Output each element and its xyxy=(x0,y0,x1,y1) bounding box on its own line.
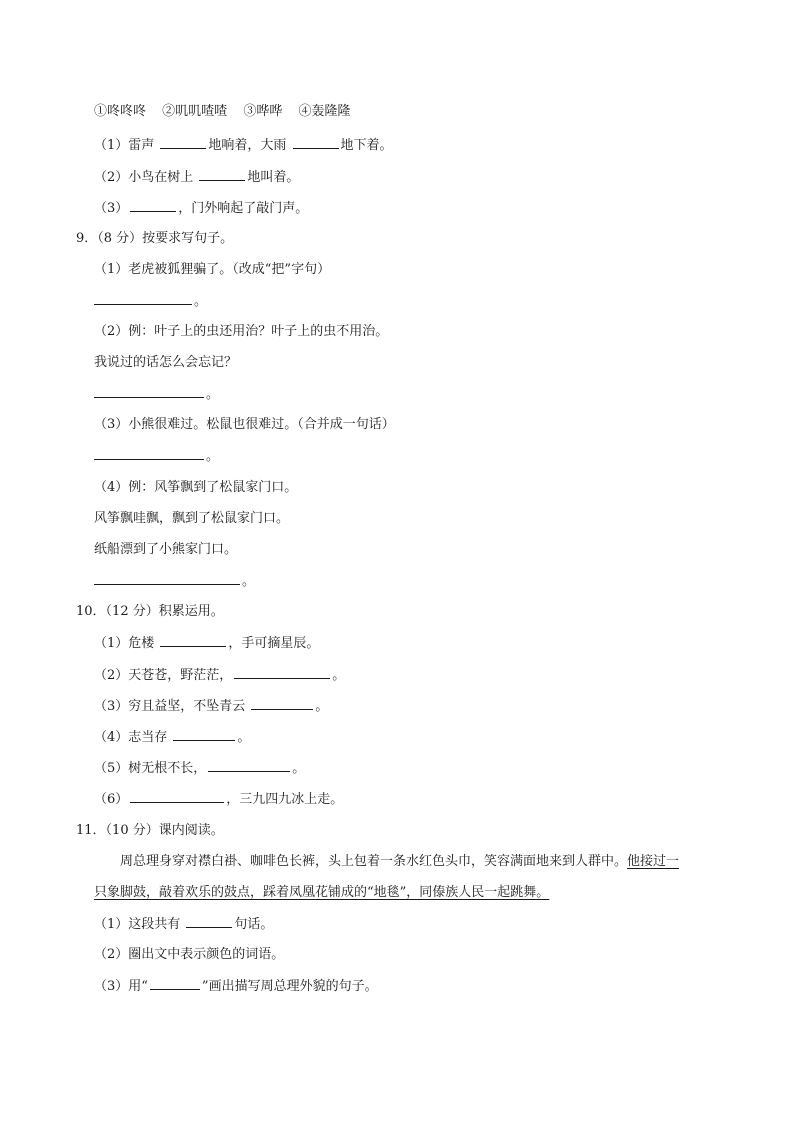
q10-item-4 xyxy=(94,728,250,747)
option-2: ②叽叽喳喳 xyxy=(162,104,228,119)
q10-item-5 xyxy=(94,759,305,778)
q8-sentence-2 xyxy=(94,168,299,187)
q10-s2-text-a: （2）天苍苍，野茫茫， xyxy=(94,668,233,683)
q11-s3-text-b: ”画出描写周总理外貌的句子。 xyxy=(201,979,378,994)
q9-item-4-question: 纸船漂到了小熊家门口。 xyxy=(94,542,238,557)
answer-blank[interactable] xyxy=(94,292,192,305)
q8-s1-text-b: 地响着，大雨 xyxy=(208,138,291,153)
q10-s6-text-b: ，三九四九冰上走。 xyxy=(226,792,344,807)
q8-s3-text-b: ，门外响起了敲门声。 xyxy=(178,201,309,216)
period: 。 xyxy=(206,387,220,402)
q9-answer-line-3 xyxy=(94,447,219,466)
q11-passage-line-2 xyxy=(94,884,549,902)
answer-blank[interactable] xyxy=(94,447,204,460)
answer-blank[interactable] xyxy=(173,728,235,741)
q9-answer-line-4 xyxy=(94,572,255,591)
answer-blank[interactable] xyxy=(94,572,240,585)
q9-item-2: （2）例：叶子上的虫还用治？叶子上的虫不用治。 xyxy=(94,324,389,339)
q11-heading: 11．（10 分）课内阅读。 xyxy=(76,823,224,838)
q11-item-3 xyxy=(94,977,378,996)
q10-item-2 xyxy=(94,666,345,685)
q11-s3-text-a: （3）用“ xyxy=(94,979,148,994)
option-3: ③哗哗 xyxy=(243,104,283,119)
answer-blank[interactable] xyxy=(293,136,339,149)
passage-underlined-text: 只象脚鼓，敲着欢乐的鼓点，踩着凤凰花铺成的“地毯”，同傣族人民一起跳舞。 xyxy=(94,885,550,900)
q10-item-3 xyxy=(94,697,328,716)
q10-s3-text-b: 。 xyxy=(315,699,329,714)
q11-s1-text-b: 句话。 xyxy=(234,917,274,932)
q10-s4-text-a: （4）志当存 xyxy=(94,730,172,745)
option-4: ④轰隆隆 xyxy=(298,104,351,119)
q8-s2-text-a: （2）小鸟在树上 xyxy=(94,170,198,185)
q9-item-3: （3）小熊很难过。松鼠也很难过。（合并成一句话） xyxy=(94,417,395,432)
answer-blank[interactable] xyxy=(208,759,290,772)
q10-s1-text-b: ，手可摘星辰。 xyxy=(228,636,320,651)
q11-item-1 xyxy=(94,915,273,934)
answer-blank[interactable] xyxy=(160,136,206,149)
q9-item-4-example: 风筝飘哇飘，飘到了松鼠家门口。 xyxy=(94,511,290,526)
q10-item-1 xyxy=(94,634,319,653)
q8-s1-text-a: （1）雷声 xyxy=(94,138,159,153)
q11-item-2: （2）圈出文中表示颜色的词语。 xyxy=(94,947,285,962)
q10-s2-text-b: 。 xyxy=(332,668,346,683)
q8-s1-text-c: 地下着。 xyxy=(340,138,393,153)
q9-answer-line-2 xyxy=(94,385,219,404)
answer-blank[interactable] xyxy=(186,915,232,928)
q9-item-1: （1）老虎被狐狸骗了。（改成“把”字句） xyxy=(94,262,331,277)
option-1: ①咚咚咚 xyxy=(94,104,147,119)
answer-blank[interactable] xyxy=(160,634,226,647)
passage-underlined-text: 他接过一 xyxy=(627,854,680,869)
answer-blank[interactable] xyxy=(130,199,176,212)
q10-item-6 xyxy=(94,790,343,809)
q8-sentence-1 xyxy=(94,136,393,155)
options-row xyxy=(94,103,362,121)
period: 。 xyxy=(194,294,208,309)
answer-blank[interactable] xyxy=(251,697,313,710)
answer-blank[interactable] xyxy=(234,666,330,679)
period: 。 xyxy=(206,449,220,464)
q9-answer-line-1 xyxy=(94,292,207,311)
period: 。 xyxy=(242,574,256,589)
q10-s6-text-a: （6） xyxy=(94,792,129,807)
answer-blank[interactable] xyxy=(199,168,245,181)
q10-s5-text-b: 。 xyxy=(292,761,306,776)
q10-s3-text-a: （3）穷且益坚，不坠青云 xyxy=(94,699,250,714)
q8-s2-text-b: 地叫着。 xyxy=(247,170,300,185)
q9-heading: 9．（8 分）按要求写句子。 xyxy=(76,231,234,246)
answer-blank[interactable] xyxy=(130,790,224,803)
q9-item-2-question: 我说过的话怎么会忘记？ xyxy=(94,355,238,370)
q9-item-4: （4）例：风筝飘到了松鼠家门口。 xyxy=(94,480,298,495)
q11-s1-text-a: （1）这段共有 xyxy=(94,917,185,932)
q10-s5-text-a: （5）树无根不长， xyxy=(94,761,207,776)
q10-heading: 10．（12 分）积累运用。 xyxy=(76,604,224,619)
q11-passage-line-1 xyxy=(120,853,679,871)
q8-sentence-3 xyxy=(94,199,308,218)
underline-sample xyxy=(150,977,200,990)
answer-blank[interactable] xyxy=(94,385,204,398)
passage-text: 周总理身穿对襟白褂、咖啡色长裤，头上包着一条水红色头巾，笑容满面地来到人群中。 xyxy=(120,854,628,869)
q10-s1-text-a: （1）危楼 xyxy=(94,636,159,651)
q10-s4-text-b: 。 xyxy=(237,730,251,745)
q8-s3-text-a: （3） xyxy=(94,201,129,216)
